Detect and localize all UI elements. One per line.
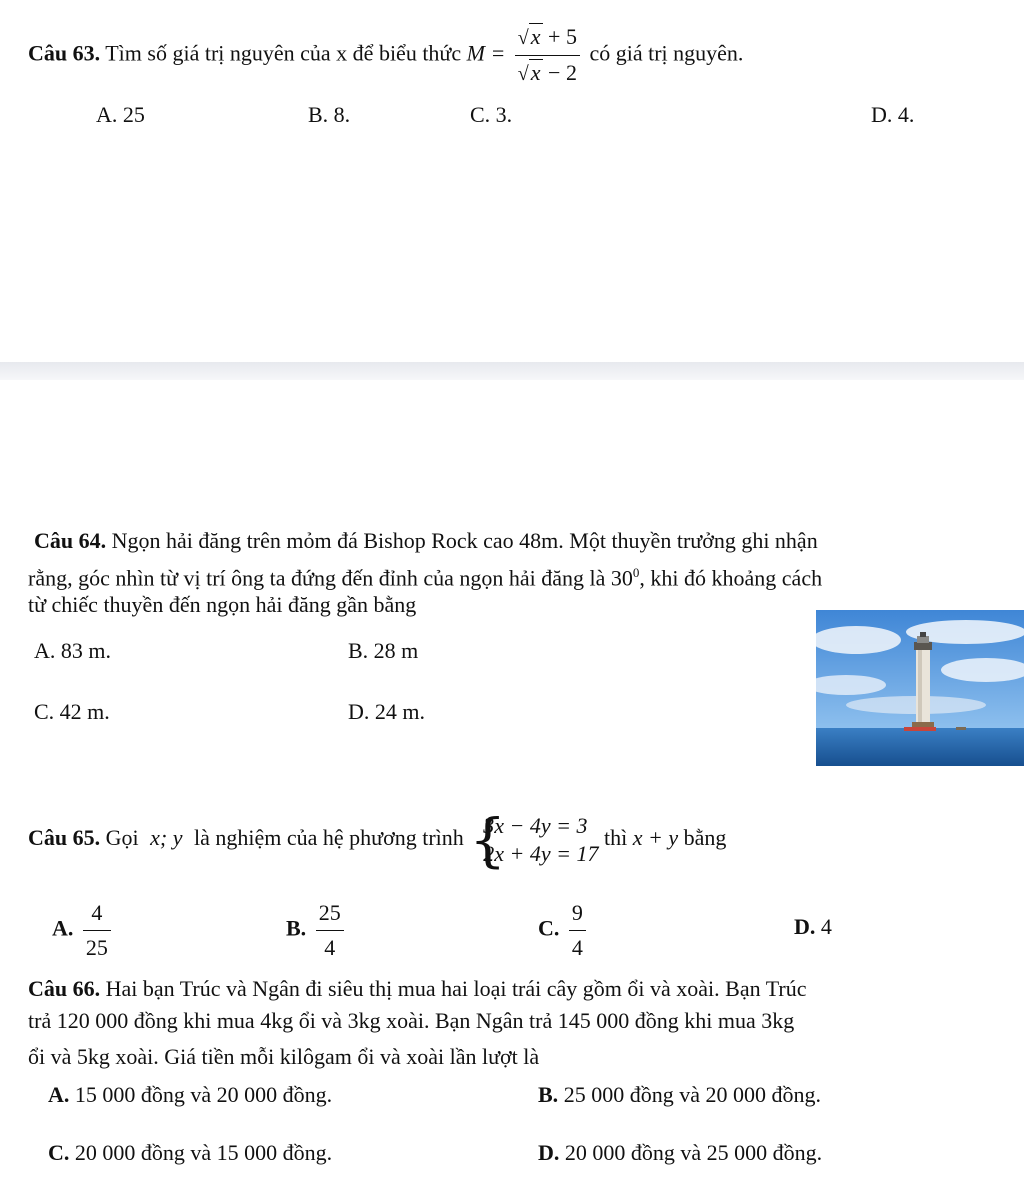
- q66-option-c[interactable]: [48, 1138, 332, 1168]
- q63-fraction: $\frac{√x + 5}{√x - 2}$: [515, 22, 580, 89]
- q64-line-2: [28, 558, 822, 593]
- q65-label: Câu 65.: [28, 825, 101, 851]
- q65-vars: x; y: [150, 825, 183, 851]
- q66-text-1: Hai bạn Trúc và Ngân đi siêu thị mua hai loại trái cây gồm ổi và xoài. Bạn Trúc: [105, 976, 807, 1001]
- q65-option-b-den: 4: [324, 935, 336, 960]
- q65-option-c[interactable]: [538, 898, 590, 963]
- q63-lhs: M =: [466, 40, 506, 66]
- q66-option-d[interactable]: [538, 1138, 822, 1168]
- q66-option-a-label: A.: [48, 1082, 70, 1107]
- q64-text-2b: , khi đó khoảng cách: [639, 565, 823, 591]
- q66-label: Câu 66.: [28, 976, 101, 1001]
- q65-option-b[interactable]: [286, 898, 348, 963]
- q65-option-c-num: 9: [569, 898, 586, 931]
- q66-option-b-text: 25 000 đồng và 20 000 đồng.: [563, 1082, 821, 1107]
- q65-eq-1: 3x − 4y = 3: [483, 813, 588, 838]
- q65-eq-2: 2x + 4y = 17: [483, 841, 599, 866]
- q66-option-d-label: D.: [538, 1140, 560, 1165]
- q65-stem: [28, 806, 727, 874]
- q66-option-c-text: 20 000 đồng và 15 000 đồng.: [74, 1140, 333, 1165]
- q65-option-a[interactable]: [52, 898, 115, 963]
- q64-text-1: Ngọn hải đăng trên mỏm đá Bishop Rock cao 48m. Một thuyền trưởng ghi nhận: [111, 528, 818, 553]
- q63-num-var: x: [530, 24, 541, 49]
- q64-option-b[interactable]: B. 28 m: [348, 638, 419, 663]
- q65-option-a-num: 4: [83, 898, 111, 931]
- q66-text-2: trả 120 000 đồng khi mua 4kg ổi và 3kg xoài. Bạn Ngân trả 145 000 đồng khi mua 3kg: [28, 1008, 795, 1033]
- q64-line-1: [34, 526, 818, 556]
- q66-option-c-label: C.: [48, 1140, 70, 1165]
- q66-option-d-text: 20 000 đồng và 25 000 đồng.: [564, 1140, 823, 1165]
- q65-option-d-label: D.: [794, 914, 816, 939]
- q63-option-d[interactable]: D. 4.: [871, 102, 915, 127]
- q65-option-d[interactable]: [794, 912, 832, 942]
- q65-option-b-num: 25: [316, 898, 344, 931]
- lighthouse-photo: [816, 610, 1024, 766]
- q66-option-a[interactable]: [48, 1080, 332, 1110]
- q63-option-a[interactable]: A. 25: [96, 102, 145, 127]
- q63-text: Tìm số giá trị nguyên của x để biểu thức: [105, 40, 462, 66]
- q63-label: Câu 63.: [28, 40, 101, 66]
- q65-option-b-label: B.: [286, 915, 307, 941]
- q66-option-b-label: B.: [538, 1082, 559, 1107]
- lighthouse-illustration: [816, 610, 1024, 766]
- q65-text-1: Gọi: [105, 825, 139, 851]
- q65-option-a-den: 25: [85, 935, 108, 960]
- q63-tail: có giá trị nguyên.: [589, 40, 744, 66]
- q64-option-c[interactable]: C. 42 m.: [34, 699, 110, 724]
- q64-text-2a: rằng, góc nhìn từ vị trí ông ta đứng đến đỉnh của ngọn hải đăng là 30: [28, 565, 633, 591]
- brace-icon: {: [469, 806, 507, 874]
- q65-option-c-den: 4: [571, 935, 583, 960]
- q65-option-d-value: 4: [820, 914, 832, 939]
- q64-option-a[interactable]: A. 83 m.: [34, 638, 111, 663]
- q63-stem: [28, 22, 743, 89]
- q64-option-d[interactable]: D. 24 m.: [348, 699, 425, 724]
- q63-den-rest: − 2: [548, 60, 577, 85]
- q64-label: Câu 64.: [34, 528, 107, 553]
- q66-text-3: ổi và 5kg xoài. Giá tiền mỗi kilôgam ổi và xoài lần lượt là: [28, 1044, 540, 1069]
- q64-degree: 0: [632, 565, 640, 580]
- q65-option-c-label: C.: [538, 915, 560, 941]
- q65-text-3: thì: [604, 825, 628, 851]
- q64-text-3: từ chiếc thuyền đến ngọn hải đăng gần bằng: [28, 592, 417, 617]
- q63-num-rest: + 5: [548, 24, 577, 49]
- q65-system: [469, 806, 599, 874]
- q65-text-4: bằng: [683, 825, 727, 851]
- q66-line-1: [28, 974, 806, 1004]
- q66-option-b[interactable]: [538, 1080, 821, 1110]
- q63-option-c[interactable]: C. 3.: [470, 102, 513, 127]
- q65-text-2: là nghiệm của hệ phương trình: [193, 825, 464, 851]
- q63-den-var: x: [530, 60, 541, 85]
- q66-option-a-text: 15 000 đồng và 20 000 đồng.: [74, 1082, 333, 1107]
- page-separator: [0, 362, 1024, 380]
- q63-option-b[interactable]: B. 8.: [308, 102, 351, 127]
- q65-expr: x + y: [632, 825, 679, 851]
- q65-option-a-label: A.: [52, 915, 74, 941]
